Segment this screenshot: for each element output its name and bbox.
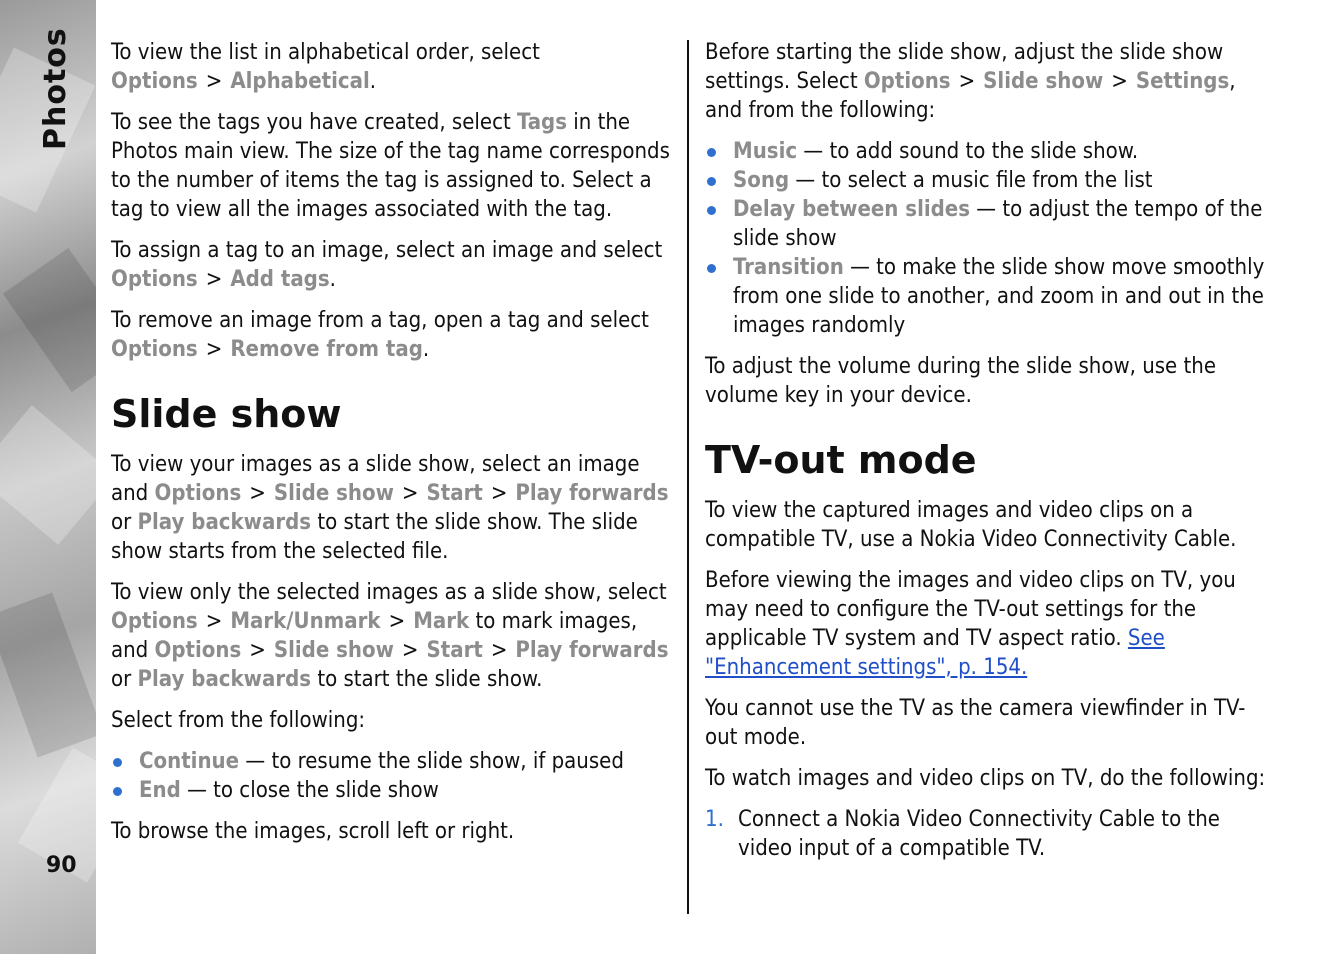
section-heading: TV-out mode	[705, 438, 977, 482]
option-list	[705, 137, 1273, 340]
menu-option: Alphabetical	[230, 69, 370, 94]
menu-option: Options	[111, 609, 198, 634]
menu-option: Options	[111, 69, 198, 94]
menu-option: Options	[111, 337, 198, 362]
paragraph: Select from the following:	[111, 708, 366, 733]
menu-option: Play backwards	[137, 510, 312, 535]
menu-option: Options	[154, 638, 242, 663]
paragraph: To watch images and video clips on TV, do the following:	[705, 766, 1266, 791]
paragraph: To browse the images, scroll left or right.	[111, 819, 515, 844]
menu-option: Options	[154, 481, 242, 506]
step-number: 1.	[705, 807, 724, 832]
list-item: Transition — to make the slide show move smoothly from one slide to another, and zoom in and out in the images randomly	[705, 253, 1273, 340]
menu-option: Options	[111, 267, 198, 292]
menu-option: Start	[426, 638, 483, 663]
menu-option: Tags	[517, 110, 568, 135]
paragraph: To view only the selected images as a slide show, select Options > Mark/Unmark > Mark to mark images, and Options > Slide show > Start > Play forwards or Play backwards to start the slide show.	[111, 580, 669, 692]
list-item: Song — to select a music file from the list	[705, 166, 1273, 195]
menu-option: Transition	[733, 255, 844, 280]
list-item: Music — to add sound to the slide show.	[705, 137, 1273, 166]
column-divider	[687, 40, 689, 914]
paragraph: To assign a tag to an image, select an image and select Options > Add tags.	[111, 238, 663, 292]
menu-option: Settings	[1135, 69, 1230, 94]
section-title: Photos	[38, 27, 73, 150]
paragraph: To view the list in alphabetical order, select Options > Alphabetical.	[111, 40, 540, 94]
menu-option: Play forwards	[515, 481, 669, 506]
menu-option: Mark	[413, 609, 470, 634]
menu-option: Play forwards	[515, 638, 669, 663]
list-item: Continue — to resume the slide show, if paused	[111, 747, 677, 776]
menu-option: Music	[733, 139, 798, 164]
menu-option: Start	[426, 481, 483, 506]
list-item: 1. Connect a Nokia Video Connectivity Cable to the video input of a compatible TV.	[705, 807, 1220, 861]
menu-option: Slide show	[983, 69, 1104, 94]
menu-option: Remove from tag	[230, 337, 423, 362]
menu-option: Options	[863, 69, 951, 94]
menu-option: Slide show	[273, 481, 394, 506]
left-column	[111, 38, 677, 858]
list-item: End — to close the slide show	[111, 776, 677, 805]
paragraph: To view the captured images and video clips on a compatible TV, use a Nokia Video Connectivity Cable.	[705, 498, 1237, 552]
paragraph: Before viewing the images and video clips on TV, you may need to configure the TV-out settings for the applicable TV system and TV aspect ratio. See "Enhancement settings", p. 154.	[705, 568, 1236, 680]
section-heading: Slide show	[111, 392, 342, 436]
page-number: 90	[46, 853, 77, 878]
paragraph: To see the tags you have created, select Tags in the Photos main view. The size of the tag name corresponds to the number of items the tag is assigned to. Select a tag to view all the images associated with the tag.	[111, 110, 670, 222]
step-list	[705, 805, 1273, 863]
menu-option: Play backwards	[137, 667, 312, 692]
list-item: Delay between slides — to adjust the tempo of the slide show	[705, 195, 1273, 253]
menu-option: Add tags	[230, 267, 330, 292]
paragraph: To adjust the volume during the slide show, use the volume key in your device.	[705, 354, 1217, 408]
cross-reference-link[interactable]: See "Enhancement settings", p. 154.	[705, 626, 1165, 680]
menu-option: Slide show	[273, 638, 394, 663]
menu-option: End	[139, 778, 181, 803]
sidebar-facet	[0, 405, 96, 545]
right-column	[705, 38, 1273, 875]
paragraph: Before starting the slide show, adjust the slide show settings. Select Options > Slide show > Settings, and from the following:	[705, 40, 1236, 123]
paragraph: To view your images as a slide show, select an image and Options > Slide show > Start > Play forwards or Play backwards to start the slide show. The slide show starts from the selected file.	[111, 452, 669, 564]
sidebar-facet	[3, 248, 96, 392]
option-list	[111, 747, 677, 805]
sidebar-facet	[0, 593, 96, 758]
menu-option: Mark/Unmark	[230, 609, 381, 634]
menu-option: Song	[733, 168, 790, 193]
section-sidebar	[0, 0, 96, 954]
menu-option: Delay between slides	[733, 197, 971, 222]
paragraph: To remove an image from a tag, open a tag and select Options > Remove from tag.	[111, 308, 649, 362]
menu-option: Continue	[139, 749, 240, 774]
paragraph: You cannot use the TV as the camera viewfinder in TV-out mode.	[705, 696, 1246, 750]
